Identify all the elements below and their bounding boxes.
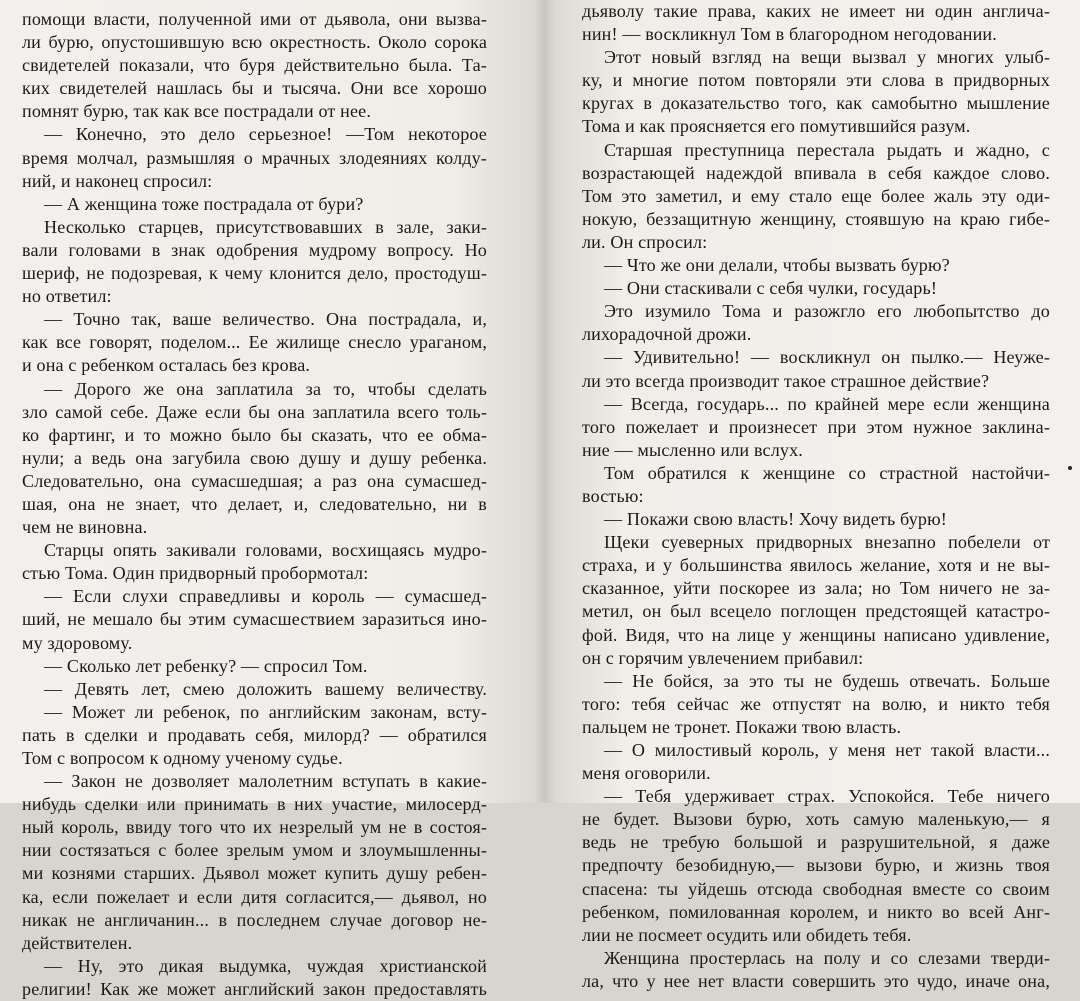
text-line: нибудь сделки или принимать в них участие, милосерд- — [22, 794, 487, 815]
right-page — [560, 0, 1080, 991]
text-line: Том это заметил, и ему стало еще более жаль эту оди- — [582, 185, 1050, 206]
text-line: Старшая преступница перестала рыдать и жадно, с — [604, 139, 1050, 160]
text-line: — Точно так, ваше величество. Она пострадала, и, — [44, 309, 487, 330]
text-line: Несколько старцев, присутствовавших в зале, заки- — [44, 216, 487, 237]
text-line: — Покажи свою власть! Хочу видеть бурю! — [604, 509, 947, 530]
text-line: Женщина простерлась на полу и со слезами тверди- — [604, 947, 1050, 968]
text-line: метил, он был всецело поглощен предстоящей катастро- — [582, 601, 1050, 622]
text-line: Тома и как проясняется его помутившийся разум. — [582, 116, 971, 137]
text-line: шериф, не подозревая, к чему клонится дело, простодуш- — [22, 263, 487, 284]
text-line: Это изумило Тома и разожгло его любопытство до — [604, 301, 1050, 322]
text-line: нули; а ведь она загубила свою душу и душу ребенка. — [22, 447, 487, 468]
text-line: пальцем не тронет. Покажи твою власть. — [582, 716, 902, 737]
text-line: — Конечно, это дело серьезное! —Том некоторое — [44, 124, 487, 145]
text-line: он с горячим увлечением прибавил: — [582, 647, 864, 668]
text-line: ли бурю, опустошившую всю окрестность. Около сорока — [22, 32, 487, 53]
text-line: ший, не мешало бы этим сумасшествием заразиться ино- — [22, 609, 487, 630]
text-line: — Что же они делали, чтобы вызвать бурю? — [604, 255, 950, 276]
text-line: того пожелает и произнесет при этом нужное заклина- — [582, 416, 1050, 437]
text-line: — Если слухи справедливы и король — сумасшед- — [44, 586, 487, 607]
text-line: возрастающей надеждой впивала в себя каждое слово. — [582, 162, 1050, 183]
text-line: нокую, беззащитную женщину, стоявшую на краю гибе- — [582, 208, 1050, 229]
text-line: страха, и у большинства явилось желание, хотя и не вы- — [582, 555, 1050, 576]
text-line: меня оговорили. — [582, 763, 711, 784]
text-line: — Может ли ребенок, по английским законам, всту- — [44, 701, 487, 722]
text-line: вали головами в знак одобрения мудрому вопросу. Но — [22, 239, 487, 260]
text-line: — Ну, это дикая выдумка, чуждая христианской — [44, 955, 487, 976]
text-line: сказанное, уйти поскорее из зала; но Том ничего не за- — [582, 578, 1050, 599]
text-line: зло самой себе. Даже если бы она заплатила всего толь- — [22, 401, 487, 422]
text-line: нии состязаться с более зрелым умом и злоумышленны- — [22, 840, 487, 861]
text-line: ведь не требую большой и разрушительной, я даже — [582, 832, 1050, 853]
text-line: — Закон не дозволяет малолетним вступать в какие- — [44, 771, 487, 792]
text-line: шая, она не знает, что делает, и, следовательно, ни в — [22, 493, 487, 514]
text-line: — Удивительно! — воскликнул он пылко.— Неуже- — [604, 347, 1050, 368]
text-line: ми кознями старших. Дьявол может купить душу ребен- — [22, 863, 487, 884]
text-line: действителен. — [22, 932, 133, 953]
text-line: никак не англичанин... в последнем случае договор не- — [22, 909, 487, 930]
text-line: — Они стаскивали с себя чулки, государь! — [604, 278, 938, 299]
text-line: Щеки суеверных придворных внезапно побелели от — [604, 532, 1050, 553]
text-line: того: тебя сейчас же отпустят на волю, и никто тебя — [582, 693, 1050, 714]
text-line: религии! Как же может английский закон предоставлять — [22, 978, 487, 999]
text-line: — О милостивый король, у меня нет такой власти... — [604, 740, 1050, 760]
text-line: предпочту безобидную,— вызови бурю, и жизнь твоя — [582, 855, 1050, 876]
text-line: — А женщина тоже пострадала от бури? — [44, 193, 364, 214]
text-line: Старцы опять закивали головами, восхищаясь мудро- — [44, 540, 487, 561]
left-page — [0, 0, 500, 999]
text-line: стью Тома. Один придворный пробормотал: — [22, 563, 369, 584]
text-line: спасена: ты уйдешь отсюда свободная вместе со своим — [582, 878, 1050, 899]
text-line: востью: — [582, 485, 644, 506]
text-line: Том обратился к женщине со страстной настойчи- — [604, 462, 1050, 483]
text-line: ли. Он спросил: — [582, 231, 708, 252]
text-line: не будет. Вызови бурю, хоть самую маленькую,— я — [582, 809, 1050, 830]
text-line: му здоровому. — [22, 632, 133, 653]
text-line: ла, что у нее нет власти совершить это чудо, иначе она, — [582, 970, 1050, 991]
text-line: — Девять лет, смею доложить вашему величеству. — [44, 678, 487, 699]
text-line: ние — мысленно или вслух. — [582, 439, 803, 460]
text-line: и она с ребенком осталась без крова. — [22, 355, 311, 376]
text-line: кругах в доказательство того, как самобытно мышление — [582, 93, 1050, 114]
text-line: пать в сделки и продавать себя, милорд? — обратился — [22, 724, 487, 745]
text-line: лихорадочной дрожи. — [582, 324, 752, 345]
text-line: но ответил: — [22, 286, 112, 307]
text-line: ний, и наконец спросил: — [22, 170, 213, 191]
text-line: лии не посмеет осудить или обидеть тебя. — [582, 924, 912, 945]
text-line: — Дорого же она заплатила за то, чтобы сделать — [44, 378, 487, 399]
text-line: свидетелей показали, что буря действительно была. Та- — [22, 55, 487, 76]
text-line: — Сколько лет ребенку? — спросил Том. — [44, 655, 368, 676]
text-line: ребенком, помилованная королем, и никто во всей Анг- — [582, 901, 1050, 922]
text-line: помнят бурю, так как все пострадали от нее. — [22, 101, 372, 122]
text-line: нин! — воскликнул Том в благородном негодовании. — [582, 24, 997, 45]
text-line: Том с вопросом к одному ученому судье. — [22, 748, 343, 768]
text-line: ный король, ввиду того что их незрелый ум не в состоя- — [22, 817, 487, 838]
margin-mark — [1068, 466, 1072, 470]
text-line: Следовательно, она сумасшедшая; а раз она сумасшед- — [22, 470, 487, 491]
text-line: — Всегда, государь... по крайней мере если женщина — [604, 393, 1050, 414]
text-line: ко фартинг, и то можно было бы сказать, что ее обма- — [22, 424, 487, 445]
text-line: Этот новый взгляд на вещи вызвал у многих улыб- — [604, 47, 1050, 68]
text-line: чем не виновна. — [22, 517, 148, 538]
text-line: ка, если пожелает и если дитя согласится,— дьявол, но — [22, 886, 487, 907]
text-line: фой. Видя, что на лице у женщины написано удивление, — [582, 624, 1050, 645]
text-line: ку, и многие потом повторяли эти слова в придворных — [582, 70, 1050, 91]
text-line: помощи власти, полученной ими от дьявола, они вызва- — [22, 9, 487, 29]
text-line: дьяволу такие права, каких не имеет ни один англича- — [582, 1, 1050, 21]
text-line: время молчал, размышляя о мрачных злодеяниях колду- — [22, 147, 487, 168]
text-line: — Тебя удерживает страх. Успокойся. Тебе ничего — [604, 786, 1050, 807]
text-line: как все говорят, поделом... Ее жилище снесло ураганом, — [22, 332, 487, 353]
text-line: ких свидетелей нашлась бы и тысяча. Они все хорошо — [22, 78, 487, 99]
text-line: — Не бойся, за это ты не будешь отвечать. Больше — [604, 670, 1050, 691]
text-line: ли это всегда производит такое страшное действие? — [582, 370, 990, 391]
